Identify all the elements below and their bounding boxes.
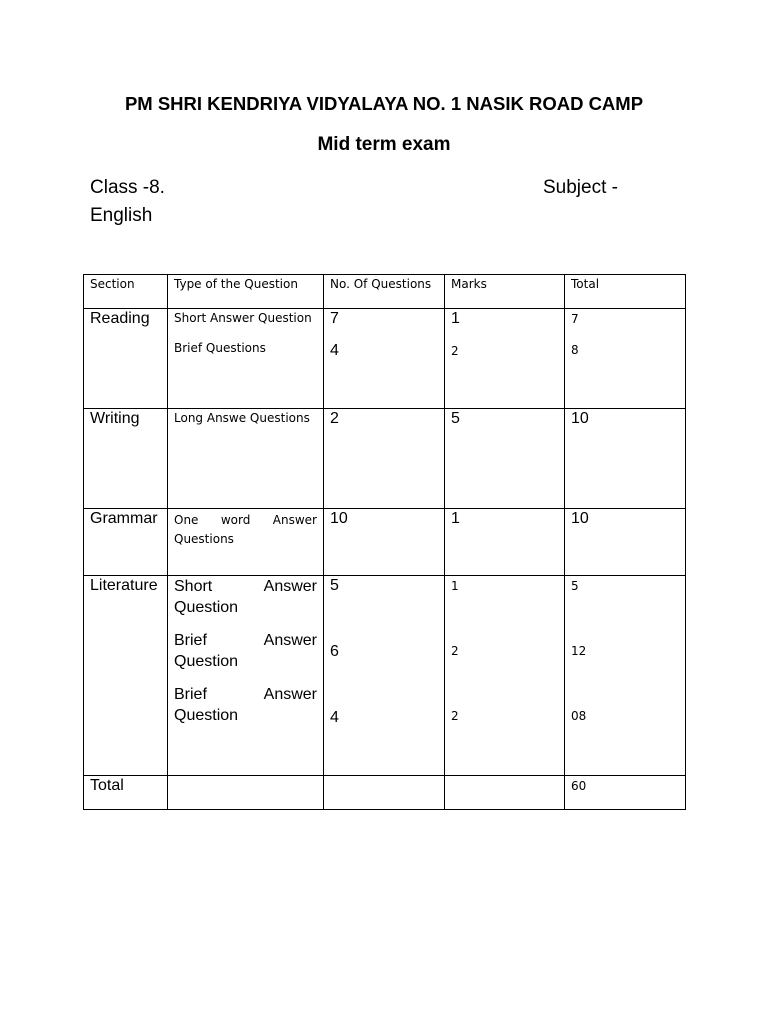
total-value: 10: [571, 410, 589, 427]
table-row: [84, 576, 686, 776]
exam-title: Mid term exam: [317, 134, 451, 155]
subject-label: Subject -: [543, 177, 618, 198]
type-cell: [168, 409, 324, 509]
type-cell: [168, 509, 324, 576]
section-cell: [84, 576, 168, 776]
type-line: Question: [174, 653, 239, 670]
count-cell: [324, 576, 445, 776]
total-label: Total: [90, 777, 124, 794]
count-cell: [324, 309, 445, 409]
type-line: Long Answe Questions: [174, 411, 310, 425]
section-cell: [84, 409, 168, 509]
header-cell: [565, 275, 686, 309]
header-section: Section: [90, 277, 135, 291]
count-value: 4: [330, 342, 339, 359]
class-label: Class -8.: [90, 177, 165, 198]
table-row: [84, 509, 686, 576]
school-name: PM SHRI KENDRIYA VIDYALAYA NO. 1 NASIK ROAD CAMP: [124, 93, 644, 114]
empty-cell: [324, 776, 445, 810]
total-value: 10: [571, 510, 589, 527]
count-cell: [324, 409, 445, 509]
marks-distribution-table: [83, 274, 686, 810]
count-value: 5: [330, 577, 339, 594]
type-line: One word Answer: [174, 513, 317, 527]
header-total: Total: [571, 277, 600, 291]
table-row: [84, 309, 686, 409]
total-value: 12: [571, 644, 587, 658]
count-cell: [324, 509, 445, 576]
type-cell: [168, 309, 324, 409]
type-line: Brief Answer: [174, 686, 317, 703]
section-cell: [84, 509, 168, 576]
table-total-row: [84, 776, 686, 810]
marks-cell: [445, 409, 565, 509]
total-value: 5: [571, 579, 579, 593]
marks-value: 5: [451, 410, 460, 427]
subject-value: English: [90, 205, 153, 226]
type-line: Question: [174, 599, 239, 616]
header-marks: Marks: [451, 277, 487, 291]
type-cell: [168, 576, 324, 776]
section-reading: Reading: [90, 310, 150, 327]
table-row: [84, 409, 686, 509]
class-subject-line: [90, 174, 630, 226]
type-line: Short Answer: [174, 578, 317, 595]
type-line: Brief Questions: [174, 341, 266, 355]
marks-value: 2: [451, 709, 459, 723]
count-value: 6: [330, 643, 339, 660]
empty-cell: [168, 776, 324, 810]
section-grammar: Grammar: [90, 510, 158, 527]
marks-cell: [445, 509, 565, 576]
header-cell: [445, 275, 565, 309]
section-cell: [84, 309, 168, 409]
marks-value: 2: [451, 344, 459, 358]
marks-value: 1: [451, 310, 460, 327]
total-cell: [565, 509, 686, 576]
total-value: 8: [571, 343, 579, 357]
total-label-cell: [84, 776, 168, 810]
grand-total-value: 60: [571, 779, 587, 793]
total-cell: [565, 409, 686, 509]
count-value: 2: [330, 410, 339, 427]
header-cell: [168, 275, 324, 309]
type-line: Questions: [174, 532, 234, 546]
header-type: Type of the Question: [174, 277, 298, 291]
grand-total-cell: [565, 776, 686, 810]
header-count: No. Of Questions: [330, 277, 432, 291]
section-literature: Literature: [90, 577, 158, 594]
marks-value: 2: [451, 644, 459, 658]
type-line: Short Answer Question: [174, 311, 312, 325]
header-cell: [324, 275, 445, 309]
total-value: 08: [571, 709, 587, 723]
total-cell: [565, 576, 686, 776]
type-line: Brief Answer: [174, 632, 317, 649]
marks-cell: [445, 576, 565, 776]
marks-value: 1: [451, 510, 460, 527]
count-value: 10: [330, 510, 348, 527]
count-value: 4: [330, 709, 339, 726]
total-cell: [565, 309, 686, 409]
total-value: 7: [571, 312, 579, 326]
empty-cell: [445, 776, 565, 810]
marks-cell: [445, 309, 565, 409]
type-line: Question: [174, 707, 239, 724]
marks-value: 1: [451, 579, 459, 593]
header-cell: [84, 275, 168, 309]
count-value: 7: [330, 310, 339, 327]
table-header-row: [84, 275, 686, 309]
section-writing: Writing: [90, 410, 140, 427]
